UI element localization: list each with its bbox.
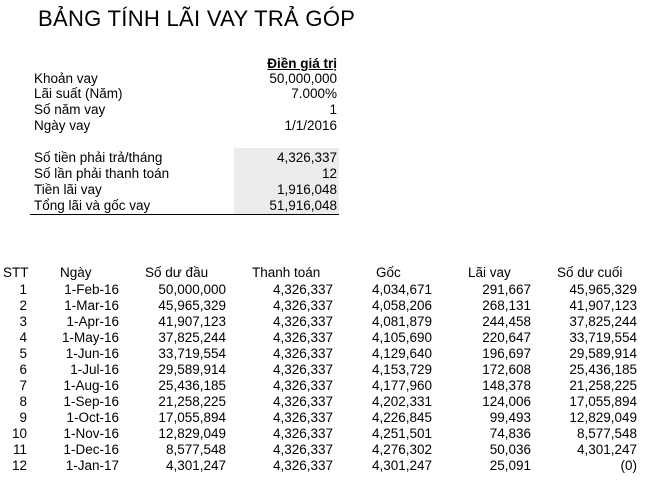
cell-date[interactable]: 1-Dec-16 [63, 442, 119, 457]
cell-closing-balance[interactable]: 12,829,049 [569, 410, 637, 425]
cell-stt[interactable]: 2 [19, 298, 27, 313]
cell-date[interactable]: 1-Nov-16 [63, 426, 119, 441]
cell-payment[interactable]: 4,326,337 [272, 410, 333, 425]
cell-stt[interactable]: 10 [11, 426, 27, 441]
cell-principal[interactable]: 4,226,845 [371, 410, 432, 425]
cell-date[interactable]: 1-May-16 [61, 330, 119, 345]
cell-principal[interactable]: 4,177,960 [371, 378, 432, 393]
cell-stt[interactable]: 11 [12, 442, 27, 457]
param-value[interactable]: 7.000% [291, 86, 337, 101]
cell-date[interactable]: 1-Aug-16 [63, 378, 119, 393]
cell-payment[interactable]: 4,326,337 [272, 298, 333, 313]
cell-payment[interactable]: 4,326,337 [272, 330, 333, 345]
cell-stt[interactable]: 3 [19, 314, 27, 329]
cell-opening-balance[interactable]: 8,577,548 [165, 442, 226, 457]
cell-opening-balance[interactable]: 41,907,123 [158, 314, 226, 329]
cell-opening-balance[interactable]: 33,719,554 [158, 346, 226, 361]
cell-principal[interactable]: 4,202,331 [371, 394, 432, 409]
cell-stt[interactable]: 5 [19, 346, 27, 361]
cell-closing-balance[interactable]: 37,825,244 [569, 314, 637, 329]
summary-label: Tổng lãi và gốc vay [34, 198, 151, 213]
cell-closing-balance[interactable]: (0) [620, 458, 637, 473]
summary-value[interactable]: 1,916,048 [276, 182, 337, 197]
cell-closing-balance[interactable]: 25,436,185 [569, 362, 637, 377]
cell-closing-balance[interactable]: 8,577,548 [576, 426, 637, 441]
cell-interest[interactable]: 25,091 [489, 458, 531, 473]
cell-stt[interactable]: 6 [19, 362, 27, 377]
cell-stt[interactable]: 4 [19, 330, 27, 345]
cell-interest[interactable]: 220,647 [482, 330, 531, 345]
cell-interest[interactable]: 268,131 [482, 298, 531, 313]
cell-stt[interactable]: 7 [19, 378, 27, 393]
column-header-closing-balance: Số dư cuối [557, 265, 623, 280]
param-label: Số năm vay [34, 102, 106, 117]
param-label: Lãi suất (Năm) [34, 86, 123, 101]
cell-principal[interactable]: 4,276,302 [371, 442, 432, 457]
cell-date[interactable]: 1-Jul-16 [70, 362, 119, 377]
cell-interest[interactable]: 124,006 [482, 394, 531, 409]
cell-principal[interactable]: 4,105,690 [371, 330, 432, 345]
cell-date[interactable]: 1-Feb-16 [64, 282, 119, 297]
summary-value[interactable]: 51,916,048 [269, 198, 337, 213]
cell-interest[interactable]: 291,667 [482, 282, 531, 297]
cell-payment[interactable]: 4,326,337 [272, 314, 333, 329]
cell-payment[interactable]: 4,326,337 [272, 394, 333, 409]
cell-stt[interactable]: 9 [19, 410, 27, 425]
cell-opening-balance[interactable]: 45,965,329 [158, 298, 226, 313]
column-header-date: Ngày [60, 265, 92, 280]
summary-label: Tiền lãi vay [34, 182, 102, 197]
cell-opening-balance[interactable]: 12,829,049 [158, 426, 226, 441]
cell-principal[interactable]: 4,129,640 [371, 346, 432, 361]
cell-closing-balance[interactable]: 29,589,914 [569, 346, 637, 361]
cell-closing-balance[interactable]: 17,055,894 [569, 394, 637, 409]
cell-date[interactable]: 1-Jan-17 [65, 458, 119, 473]
param-label: Ngày vay [34, 118, 91, 133]
column-header-stt: STT [3, 265, 29, 280]
cell-stt[interactable]: 12 [11, 458, 27, 473]
cell-closing-balance[interactable]: 21,258,225 [569, 378, 637, 393]
cell-principal[interactable]: 4,058,206 [371, 298, 432, 313]
cell-payment[interactable]: 4,326,337 [272, 362, 333, 377]
param-label: Khoản vay [34, 71, 98, 86]
cell-interest[interactable]: 50,036 [489, 442, 531, 457]
cell-stt[interactable]: 1 [19, 282, 27, 297]
cell-opening-balance[interactable]: 4,301,247 [165, 458, 226, 473]
summary-label: Số lần phải thanh toán [34, 166, 170, 181]
cell-payment[interactable]: 4,326,337 [272, 442, 333, 457]
cell-payment[interactable]: 4,326,337 [272, 282, 333, 297]
column-header-principal: Gốc [376, 265, 401, 280]
cell-principal[interactable]: 4,034,671 [371, 282, 432, 297]
summary-label: Số tiền phải trả/tháng [34, 150, 163, 165]
cell-interest[interactable]: 172,608 [482, 362, 531, 377]
summary-value[interactable]: 12 [321, 166, 337, 181]
cell-principal[interactable]: 4,081,879 [371, 314, 432, 329]
cell-date[interactable]: 1-Apr-16 [66, 314, 119, 329]
params-header: Điền giá trị [267, 56, 337, 71]
cell-interest[interactable]: 196,697 [482, 346, 531, 361]
cell-date[interactable]: 1-Sep-16 [63, 394, 119, 409]
param-value[interactable]: 50,000,000 [269, 71, 337, 86]
param-value[interactable]: 1 [329, 102, 337, 117]
sheet-title: BẢNG TÍNH LÃI VAY TRẢ GÓP [38, 6, 356, 31]
column-header-interest: Lãi vay [468, 265, 511, 280]
cell-opening-balance[interactable]: 25,436,185 [158, 378, 226, 393]
cell-interest[interactable]: 244,458 [482, 314, 531, 329]
summary-value[interactable]: 4,326,337 [276, 150, 337, 165]
cell-interest[interactable]: 148,378 [482, 378, 531, 393]
cell-payment[interactable]: 4,326,337 [272, 458, 333, 473]
cell-closing-balance[interactable]: 4,301,247 [576, 442, 637, 457]
cell-interest[interactable]: 74,836 [489, 426, 531, 441]
cell-principal[interactable]: 4,153,729 [371, 362, 432, 377]
cell-principal[interactable]: 4,251,501 [371, 426, 432, 441]
cell-date[interactable]: 1-Oct-16 [66, 410, 119, 425]
cell-payment[interactable]: 4,326,337 [272, 346, 333, 361]
column-header-payment: Thanh toán [252, 265, 321, 280]
cell-payment[interactable]: 4,326,337 [272, 378, 333, 393]
cell-opening-balance[interactable]: 50,000,000 [158, 282, 226, 297]
cell-opening-balance[interactable]: 29,589,914 [158, 362, 226, 377]
cell-opening-balance[interactable]: 21,258,225 [158, 394, 226, 409]
cell-payment[interactable]: 4,326,337 [272, 426, 333, 441]
cell-closing-balance[interactable]: 33,719,554 [569, 330, 637, 345]
cell-date[interactable]: 1-Jun-16 [65, 346, 119, 361]
cell-date[interactable]: 1-Mar-16 [64, 298, 119, 313]
cell-closing-balance[interactable]: 41,907,123 [569, 298, 637, 313]
column-header-opening-balance: Số dư đầu [145, 265, 209, 280]
cell-opening-balance[interactable]: 37,825,244 [158, 330, 226, 345]
cell-closing-balance[interactable]: 45,965,329 [569, 282, 637, 297]
cell-principal[interactable]: 4,301,247 [371, 458, 432, 473]
cell-interest[interactable]: 99,493 [489, 410, 531, 425]
cell-stt[interactable]: 8 [19, 394, 27, 409]
param-value[interactable]: 1/1/2016 [284, 118, 337, 133]
cell-opening-balance[interactable]: 17,055,894 [158, 410, 226, 425]
